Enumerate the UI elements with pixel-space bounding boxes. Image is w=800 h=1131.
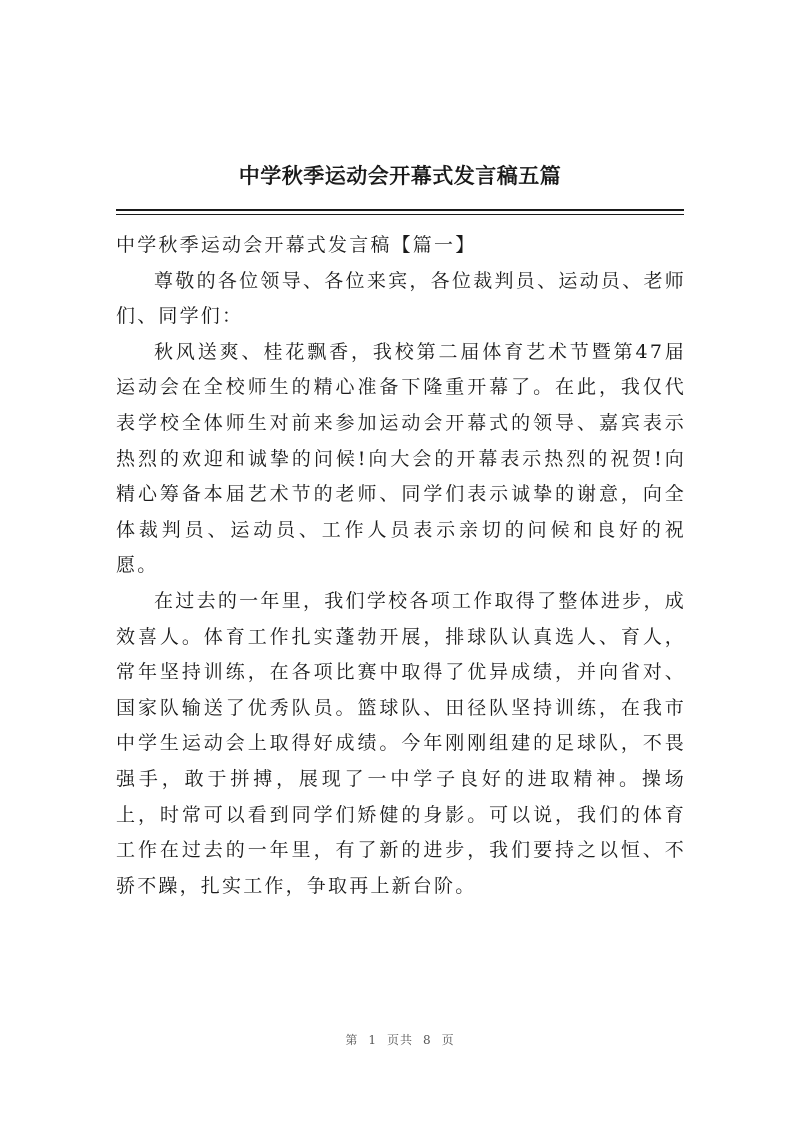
page-footer [0, 1031, 800, 1048]
footer-suffix: 页 [441, 1033, 455, 1047]
footer-total-pages: 8 [423, 1033, 432, 1047]
paragraph-review: 在过去的一年里，我们学校各项工作取得了整体进步，成效喜人。体育工作扎实蓬勃开展，排球队认真选人、育人，常年坚持训练，在各项比赛中取得了优异成绩，并向省对、国家队输送了优秀队员。篮球队、田径队坚持训练，在我市中学生运动会上取得好成绩。今年刚刚组建的足球队，不畏强手，敢于拼搏，展现了一中学子良好的进取精神。操场上，时常可以看到同学们矫健的身影。可以说，我们的体育工作在过去的一年里，有了新的进步，我们要持之以恒、不骄不躁，扎实工作，争取再上新台阶。 [116, 589, 686, 897]
footer-page-number: 1 [368, 1033, 377, 1047]
paragraph-greeting: 尊敬的各位领导、各位来宾，各位裁判员、运动员、老师们、同学们： [116, 269, 686, 328]
footer-middle: 页共 [386, 1033, 413, 1047]
title-rule-thin [116, 214, 684, 215]
document-title: 中学秋季运动会开幕式发言稿五篇 [238, 163, 562, 188]
section-heading: 中学秋季运动会开幕式发言稿【篇一】 [116, 234, 477, 256]
footer-prefix: 第 [345, 1033, 359, 1047]
paragraph-opening: 秋风送爽、桂花飘香，我校第二届体育艺术节暨第47届运动会在全校师生的精心准备下隆重开幕了。在此，我仅代表学校全体师生对前来参加运动会开幕式的领导、嘉宾表示热烈的欢迎和诚挚的问候!向大会的开幕表示热烈的祝贺!向精心筹备本届艺术节的老师、同学们表示诚挚的谢意，向全体裁判员、运动员、工作人员表示亲切的问候和良好的祝愿。 [116, 340, 686, 577]
document-body [116, 228, 686, 904]
title-rule-thick [116, 209, 684, 211]
